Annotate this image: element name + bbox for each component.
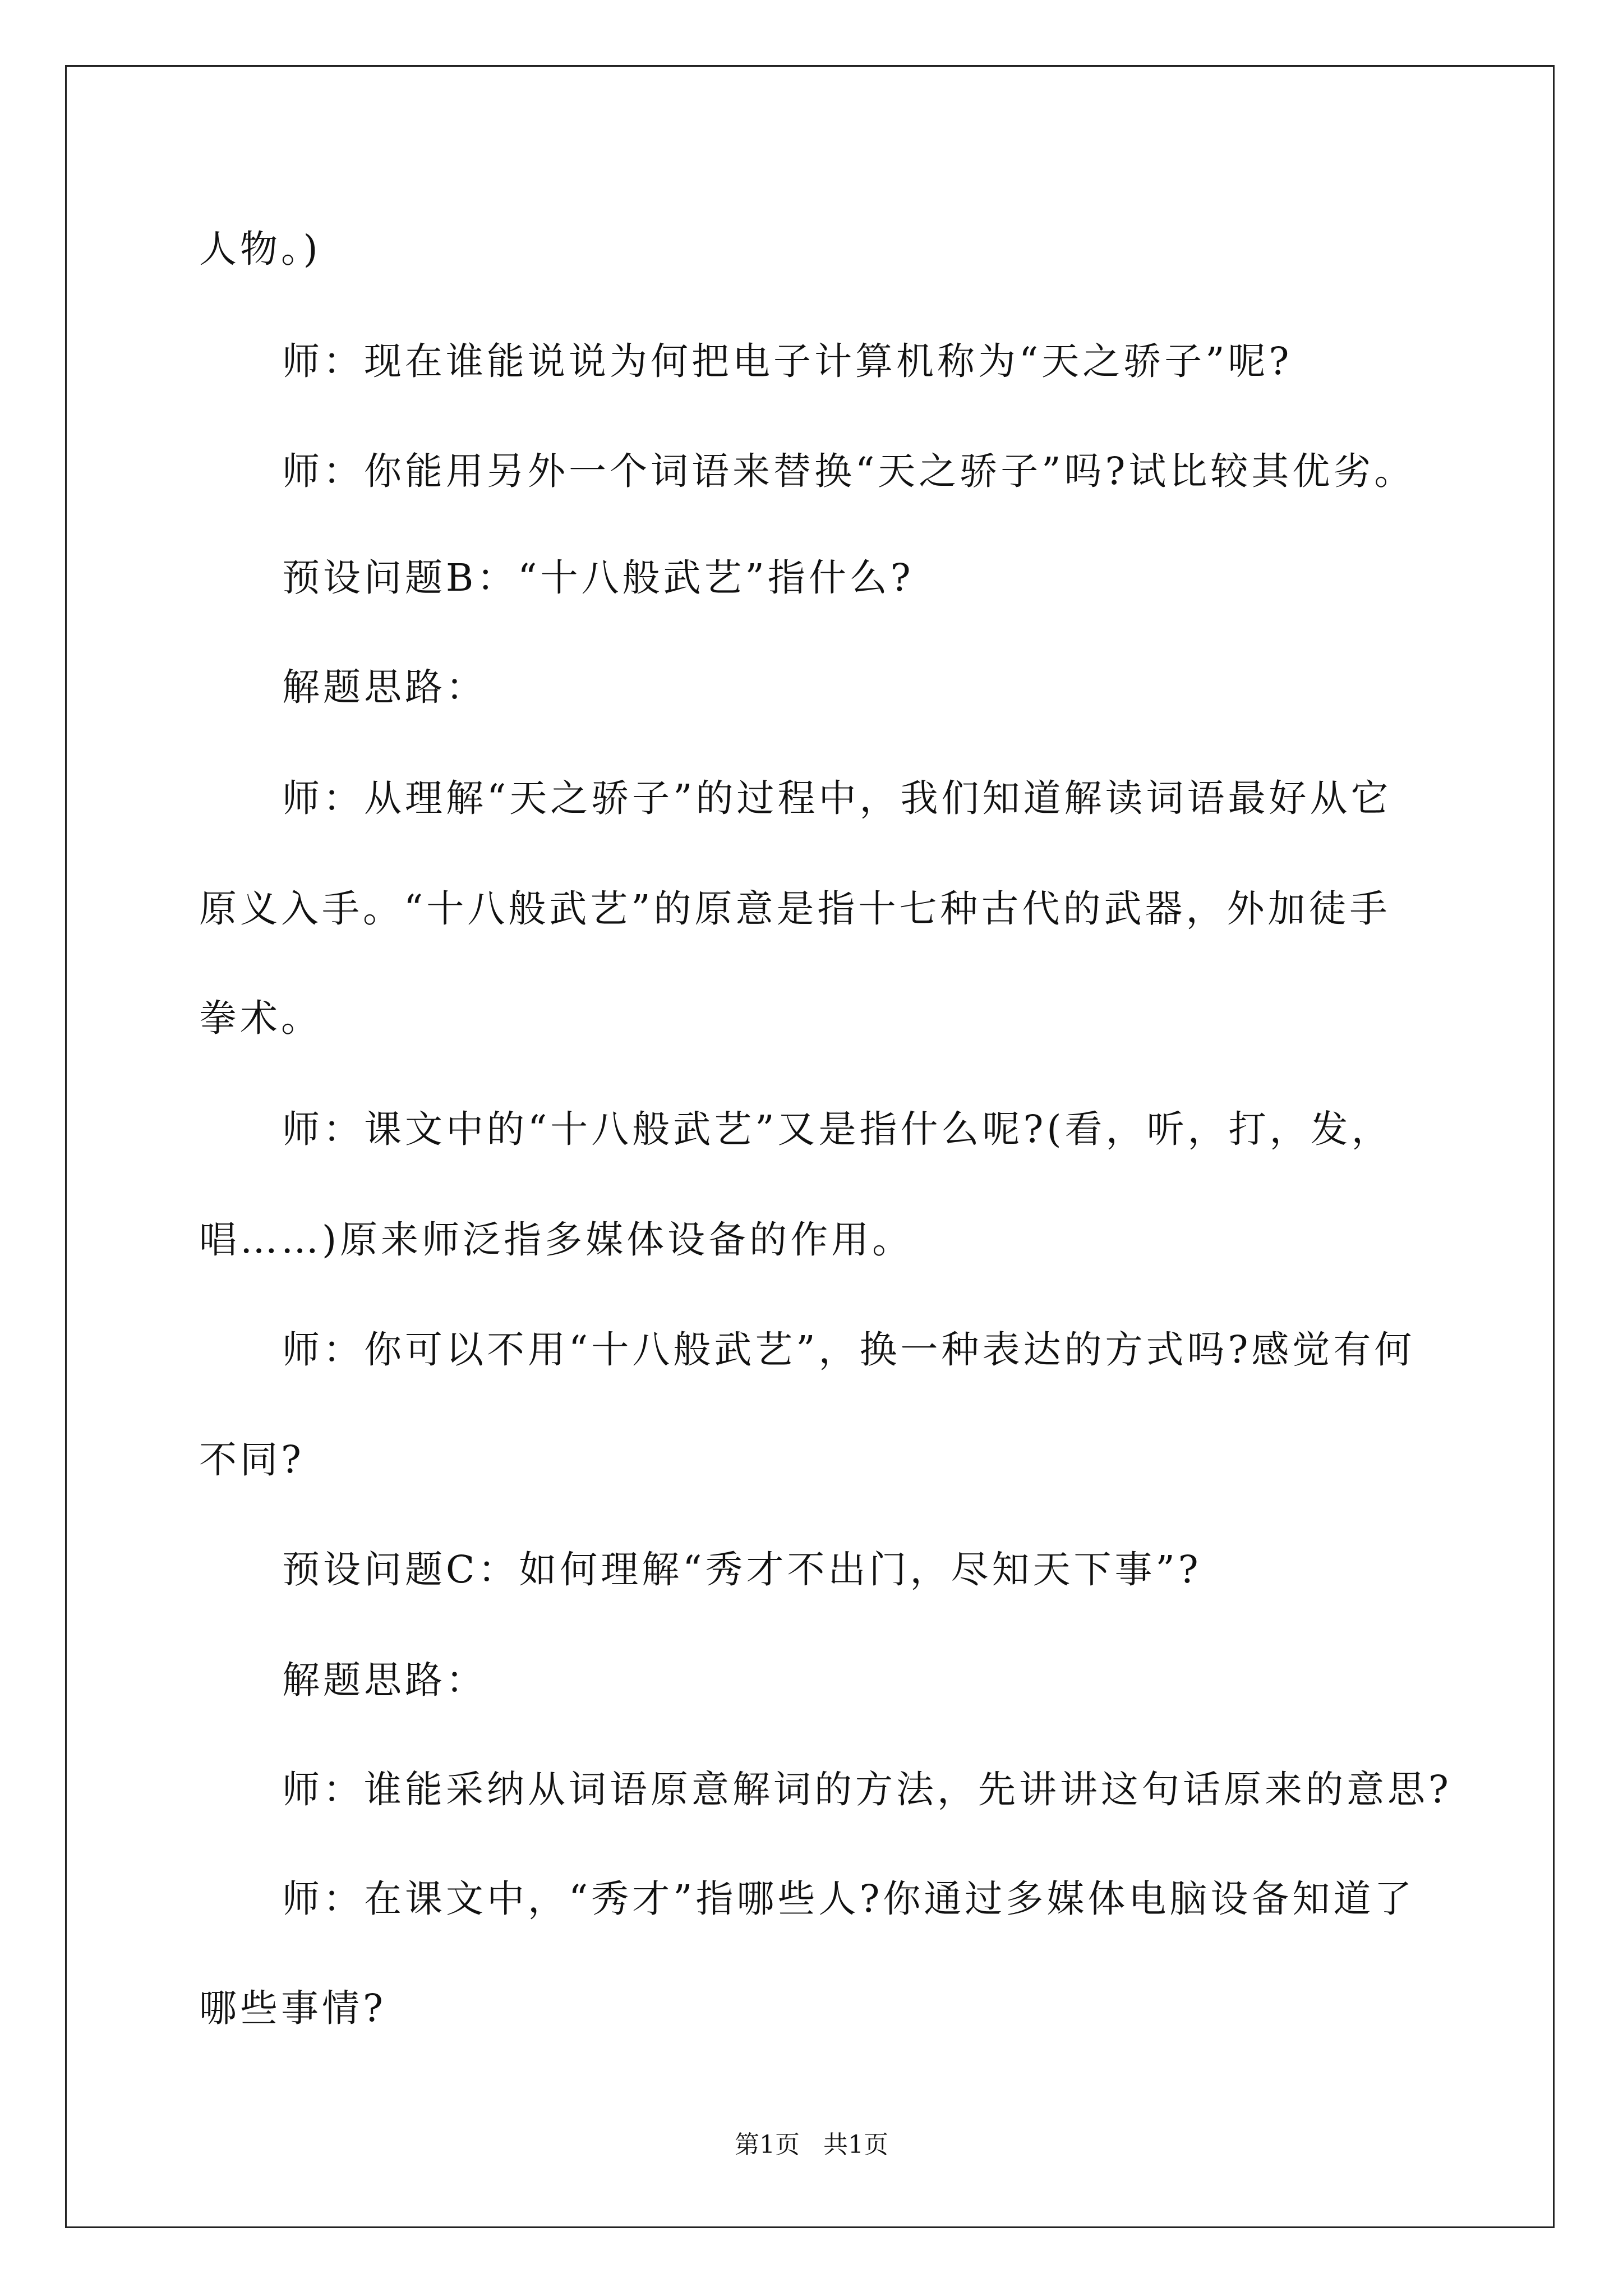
text-line-2: 师：现在谁能说说为何把电子计算机称为“天之骄子”呢? [282,339,1293,383]
text-line-10: 唱……)原来师泛指多媒体设备的作用。 [199,1218,914,1262]
text-line-3: 师：你能用另外一个词语来替换“天之骄子”吗?试比较其优劣。 [282,449,1415,493]
text-line-12: 不同? [199,1438,305,1481]
text-line-11: 师：你可以不用“十八般武艺”，换一种表达的方式吗?感觉有何 [282,1328,1415,1372]
page-number: 第1页 [735,2131,800,2159]
page-total: 共1页 [823,2131,888,2159]
text-line-6: 师：从理解“天之骄子”的过程中，我们知道解读词语最好从它 [282,776,1392,820]
text-line-15: 师：谁能采纳从词语原意解词的方法，先讲讲这句话原来的意思? [282,1768,1452,1811]
text-line-16: 师：在课文中，“秀才”指哪些人?你通过多媒体电脑设备知道了 [282,1877,1415,1921]
text-line-14: 解题思路： [282,1658,487,1702]
text-line-5: 解题思路： [282,665,487,709]
text-line-7: 原义入手。“十八般武艺”的原意是指十七种古代的武器，外加徒手 [199,887,1391,931]
text-line-13: 预设问题C：如何理解“秀才不出门，尽知天下事”? [282,1548,1202,1591]
text-line-1: 人物。) [199,227,321,271]
text-line-9: 师：课文中的“十八般武艺”又是指什么呢?(看，听，打，发， [282,1107,1393,1151]
text-line-17: 哪些事情? [199,1986,386,2030]
page-footer [0,2129,1623,2161]
text-line-4: 预设问题B：“十八般武艺”指什么? [282,556,914,600]
text-line-8: 拳术。 [199,996,322,1040]
